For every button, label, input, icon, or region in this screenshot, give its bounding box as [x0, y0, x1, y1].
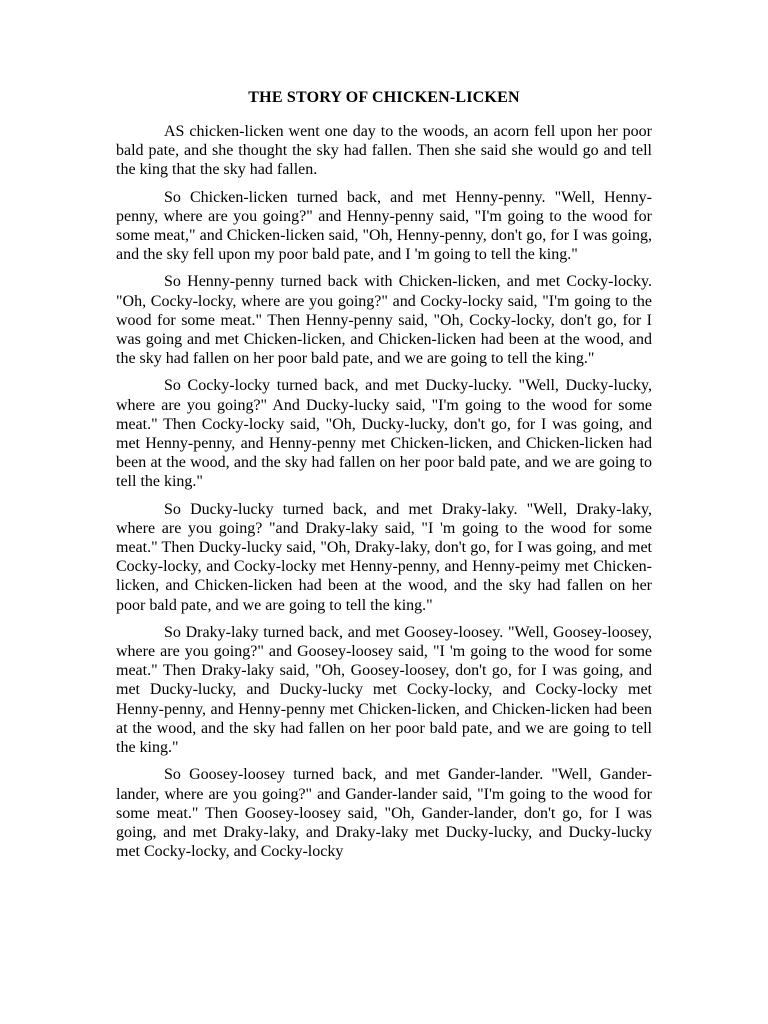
paragraph-4: So Cocky-locky turned back, and met Ducky-lucky. "Well, Ducky-lucky, where are you going?" And Ducky-lucky said, "I'm going to the wood for some meat." Then Cocky-locky said, "Oh, Ducky-lucky, don't go, for I was going, and met Henny-penny, and Henny-penny met Chicken-licken, and Chicken-licken had been at the wood, and the sky had fallen on her poor bald pate, and we are going to tell the king."	[116, 377, 652, 491]
document-title: THE STORY OF CHICKEN-LICKEN	[248, 89, 520, 106]
paragraph-1: AS chicken-licken went one day to the woods, an acorn fell upon her poor bald pate, and she thought the sky had fallen. Then she said she would go and tell the king that the sky had fallen.	[116, 123, 652, 179]
paragraph-6: So Draky-laky turned back, and met Goosey-loosey. "Well, Goosey-loosey, where are you going?" and Goosey-loosey said, "I 'm going to the wood for some meat." Then Draky-laky said, "Oh, Goosey-loosey, don't go, for I was going, and met Ducky-lucky, and Ducky-lucky met Cocky-locky, and Cocky-locky met Henny-penny, and Henny-penny met Chicken-licken, and Chicken-licken had been at the wood, and the sky had fallen on her poor bald pate, and we are going to tell the king."	[116, 623, 652, 757]
paragraph-3: So Henny-penny turned back with Chicken-licken, and met Cocky-locky. "Oh, Cocky-locky, where are you going?" and Cocky-locky said, "I'm going to the wood for some meat." Then Henny-penny said, "Oh, Cocky-locky, don't go, for I was going and met Chicken-licken, and Chicken-licken had been at the wood, and the sky had fallen on her poor bald pate, and we are going to tell the king."	[116, 273, 652, 368]
paragraph-2: So Chicken-licken turned back, and met Henny-penny. "Well, Henny-penny, where are you going?" and Henny-penny said, "I'm going to the wood for some meat," and Chicken-licken said, "Oh, Henny-penny, don't go, for I was going, and the sky fell upon my poor bald pate, and I 'm going to tell the king."	[116, 188, 652, 264]
paragraph-5: So Ducky-lucky turned back, and met Draky-laky. "Well, Draky-laky, where are you going? "and Draky-laky said, "I 'm going to the wood for some meat." Then Ducky-lucky said, "Oh, Draky-laky, don't go, for I was going, and met Cocky-locky, and Cocky-locky met Henny-penny, and Henny-peimy met Chicken-licken, and Chicken-licken had been at the wood, and the sky had fallen on her poor bald pate, and we are going to tell the king."	[116, 500, 652, 614]
paragraph-7: So Goosey-loosey turned back, and met Gander-lander. "Well, Gander-lander, where are you going?" and Gander-lander said, "I'm going to the wood for some meat." Then Goosey-loosey said, "Oh, Gander-lander, don't go, for I was going, and met Draky-laky, and Draky-laky met Ducky-lucky, and Ducky-lucky met Cocky-locky, and Cocky-locky	[116, 766, 652, 861]
